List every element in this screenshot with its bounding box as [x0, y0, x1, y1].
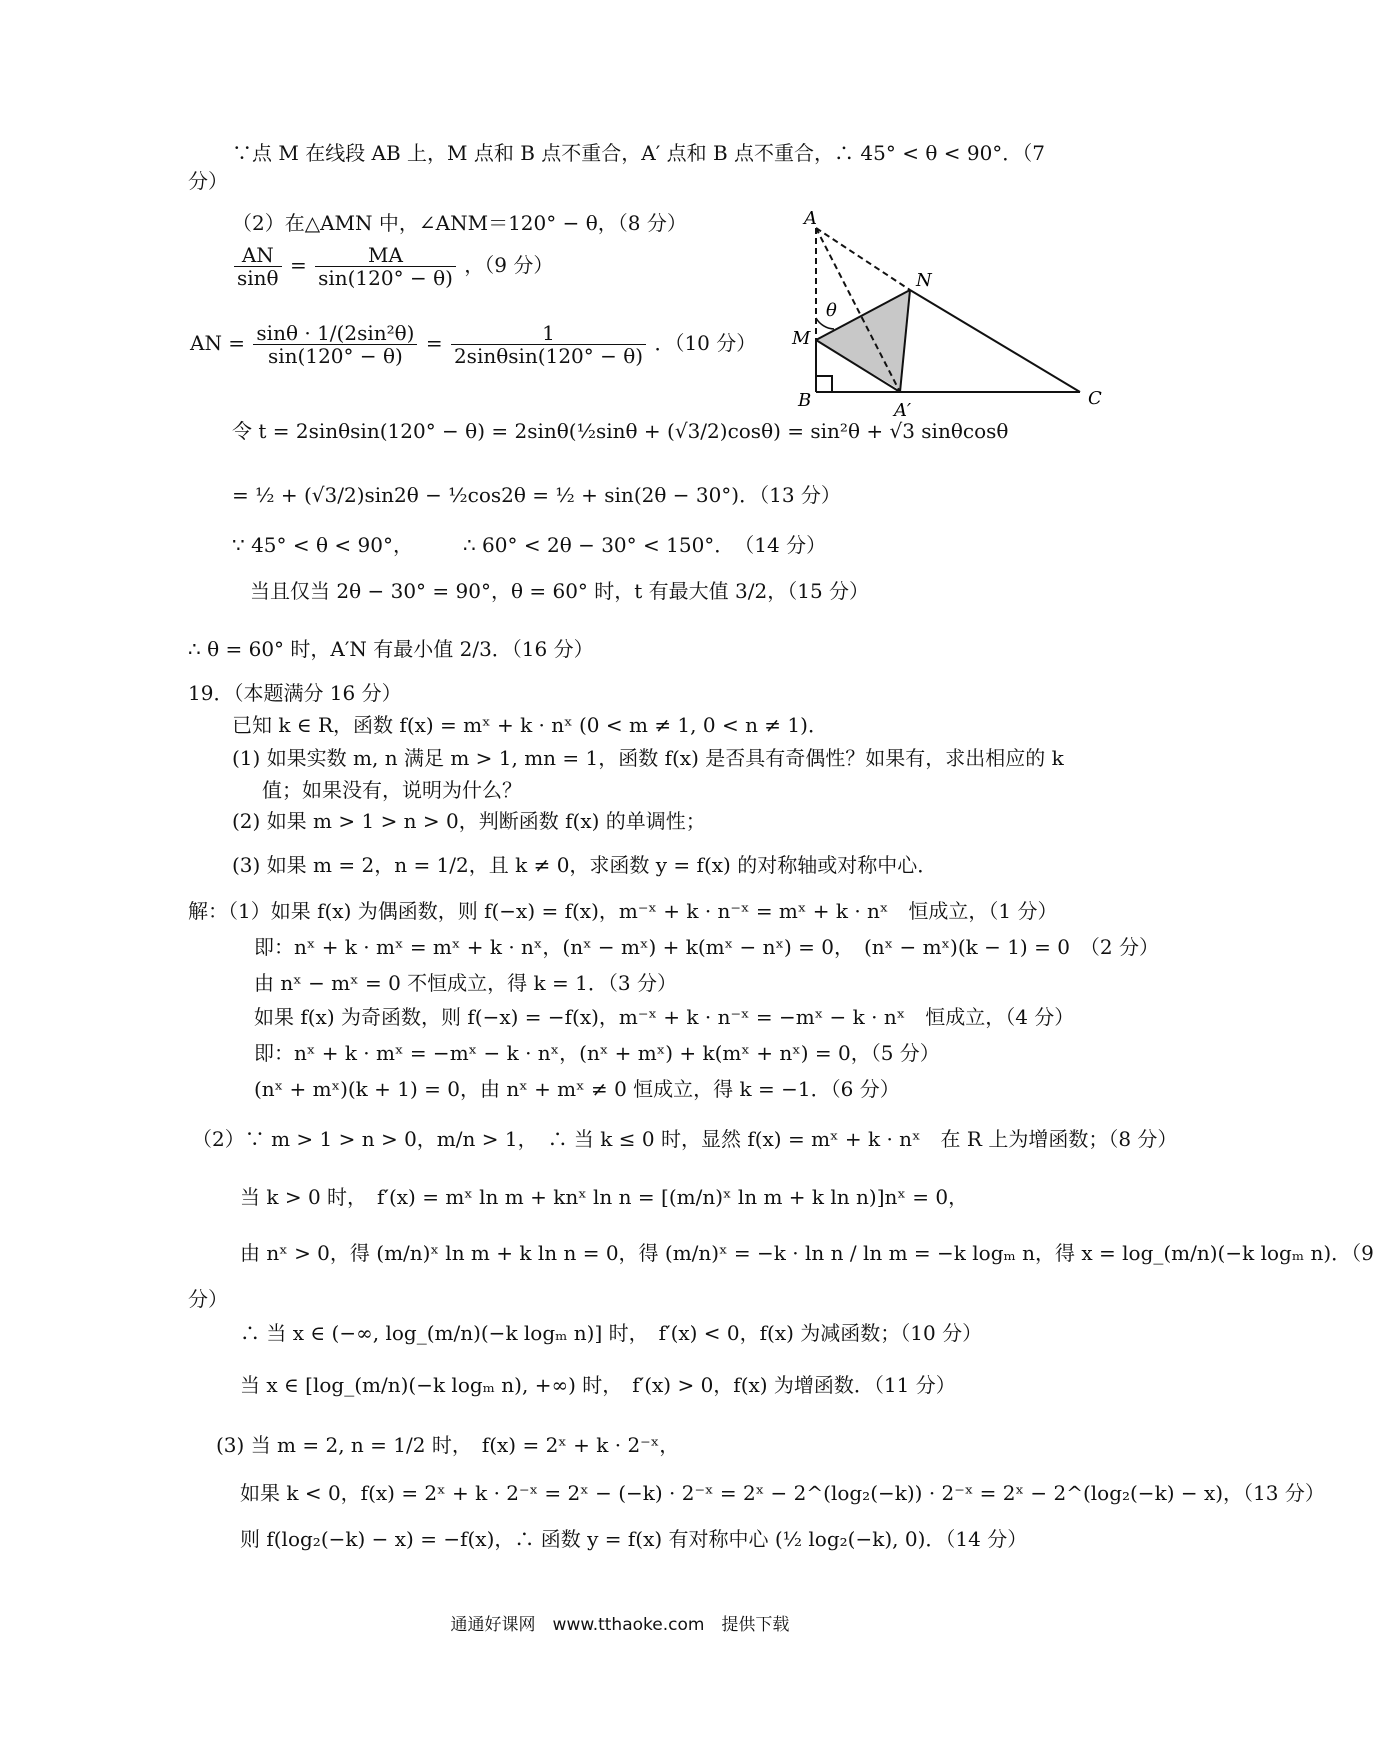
text-line: 如果 f(x) 为奇函数，则 f(−x) = −f(x)，m⁻ˣ + k · n⁻ˣ = −mˣ − k · nˣ 恒成立，（4 分） — [254, 1005, 1075, 1029]
text-line: 令 t = 2sinθsin(120° − θ) = 2sinθ(½sinθ + (√3/2)cosθ) = sin²θ + √3 sinθcosθ — [232, 419, 1009, 443]
text-line: (1) 如果实数 m, n 满足 m > 1, mn = 1，函数 f(x) 是否具有奇偶性？如果有，求出相应的 k — [232, 746, 1064, 770]
text-line: (2) 如果 m > 1 > n > 0，判断函数 f(x) 的单调性； — [232, 809, 706, 833]
text-line: ∴ θ = 60° 时，A′N 有最小值 2/3．（16 分） — [188, 637, 594, 661]
text-line: (3) 如果 m = 2，n = 1/2，且 k ≠ 0，求函数 y = f(x) 的对称轴或对称中心． — [232, 853, 938, 877]
label-a-prime: A′ — [894, 400, 912, 421]
label-theta: θ — [826, 300, 837, 321]
right-angle-mark — [816, 376, 832, 392]
label-a: A — [804, 208, 817, 229]
text-line: 分） — [188, 1287, 228, 1311]
text-line: 则 f(log₂(−k) − x) = −f(x)，∴ 函数 y = f(x) 有对称中心 (½ log₂(−k), 0)．（14 分） — [240, 1527, 1028, 1551]
text-line: 当 x ∈ [log_(m/n)(−k logₘ n), +∞) 时， f′(x) > 0，f(x) 为增函数．（11 分） — [240, 1373, 956, 1397]
text-line: ∵点 M 在线段 AB 上，M 点和 B 点不重合，A′ 点和 B 点不重合，∴ 45° < θ < 90°．（7 — [232, 141, 1046, 165]
text-line: （2）在△AMN 中，∠ANM＝120° − θ，（8 分） — [232, 211, 687, 235]
label-c: C — [1088, 388, 1102, 409]
text-line: 当且仅当 2θ − 30° = 90°，θ = 60° 时，t 有最大值 3/2，（15 分） — [250, 579, 870, 603]
text-line: (3) 当 m = 2, n = 1/2 时， f(x) = 2ˣ + k · 2⁻ˣ， — [216, 1433, 680, 1457]
dashed-line — [816, 228, 910, 290]
fraction: $\frac{AN}{\sin\theta}$ — [234, 244, 282, 289]
text-line: 当 k > 0 时， f′(x) = mˣ ln m + knˣ ln n = [(m/n)ˣ ln m + k ln n)]nˣ = 0， — [240, 1185, 969, 1209]
question-title: 19．（本题满分 16 分） — [188, 681, 402, 705]
text-line: 已知 k ∈ R，函数 f(x) = mˣ + k · nˣ (0 < m ≠ 1, 0 < n ≠ 1)． — [232, 713, 828, 737]
text-line: (nˣ + mˣ)(k + 1) = 0，由 nˣ + mˣ ≠ 0 恒成立，得 k = −1．（6 分） — [254, 1077, 900, 1101]
formula-line: AN = $\frac{\text{sinθ · 1/(2sin²θ)}}{\sin(120^\circ - \theta)}$ = $\frac{1}{2\sin\theta\sin(120^\circ - \theta)}$ ．（10 分） — [190, 321, 757, 368]
label-n: N — [916, 270, 932, 291]
text-line: 即：nˣ + k · mˣ = −mˣ − k · nˣ，(nˣ + mˣ) + k(mˣ + nˣ) = 0，（5 分） — [254, 1041, 940, 1065]
text-line: 解：（1）如果 f(x) 为偶函数，则 f(−x) = f(x)，m⁻ˣ + k · n⁻ˣ = mˣ + k · nˣ 恒成立，（1 分） — [188, 899, 1058, 923]
segment-nc — [910, 290, 1080, 392]
text-line: 即：nˣ + k · mˣ = mˣ + k · nˣ，(nˣ − mˣ) + k(mˣ − nˣ) = 0， (nˣ − mˣ)(k − 1) = 0 （2 分） — [254, 935, 1160, 959]
fraction: $\frac{MA}{\sin(120^\circ - \theta)}$ — [315, 244, 456, 289]
label-m: M — [792, 328, 811, 349]
text-line: 如果 k < 0，f(x) = 2ˣ + k · 2⁻ˣ = 2ˣ − (−k) · 2⁻ˣ = 2ˣ − 2^(log₂(−k)) · 2⁻ˣ = 2ˣ − 2^(log₂(−k) − x)，（13 分） — [240, 1481, 1325, 1505]
text-line: = ½ + (√3/2)sin2θ − ½cos2θ = ½ + sin(2θ − 30°)．（13 分） — [232, 483, 841, 507]
formula-line: $\frac{AN}{\sin\theta}$ = $\frac{MA}{\sin(120^\circ - \theta)}$ ，（9 分） — [232, 244, 553, 289]
triangle-figure — [790, 210, 1130, 440]
label-b: B — [798, 390, 812, 411]
text-line: 值；如果没有，说明为什么？ — [262, 778, 522, 802]
text-line: ∵ 45° < θ < 90°， ∴ 60° < 2θ − 30° < 150°． （14 分） — [232, 533, 827, 557]
page-footer: 通通好课网 www.tthaoke.com 提供下载 — [450, 1615, 790, 1635]
text-line: 由 nˣ > 0，得 (m/n)ˣ ln m + k ln n = 0，得 (m/n)ˣ = −k · ln n / ln m = −k logₘ n，得 x = log_(m/n)(−k logₘ n)．（9 — [240, 1241, 1374, 1265]
text-line: 由 nˣ − mˣ = 0 不恒成立，得 k = 1．（3 分） — [254, 971, 677, 995]
fraction: $\frac{\text{sinθ · 1/(2sin²θ)}}{\sin(120^\circ - \theta)}$ — [253, 322, 417, 367]
text-line: ∴ 当 x ∈ (−∞, log_(m/n)(−k logₘ n)] 时， f′(x) < 0，f(x) 为减函数；（10 分） — [240, 1321, 983, 1345]
fraction: $\frac{1}{2\sin\theta\sin(120^\circ - \theta)}$ — [451, 322, 646, 367]
text-line: （2）∵ m > 1 > n > 0，m/n > 1， ∴ 当 k ≤ 0 时，显然 f(x) = mˣ + k · nˣ 在 R 上为增函数；（8 分） — [192, 1127, 1178, 1151]
text-line: 分） — [188, 169, 228, 193]
